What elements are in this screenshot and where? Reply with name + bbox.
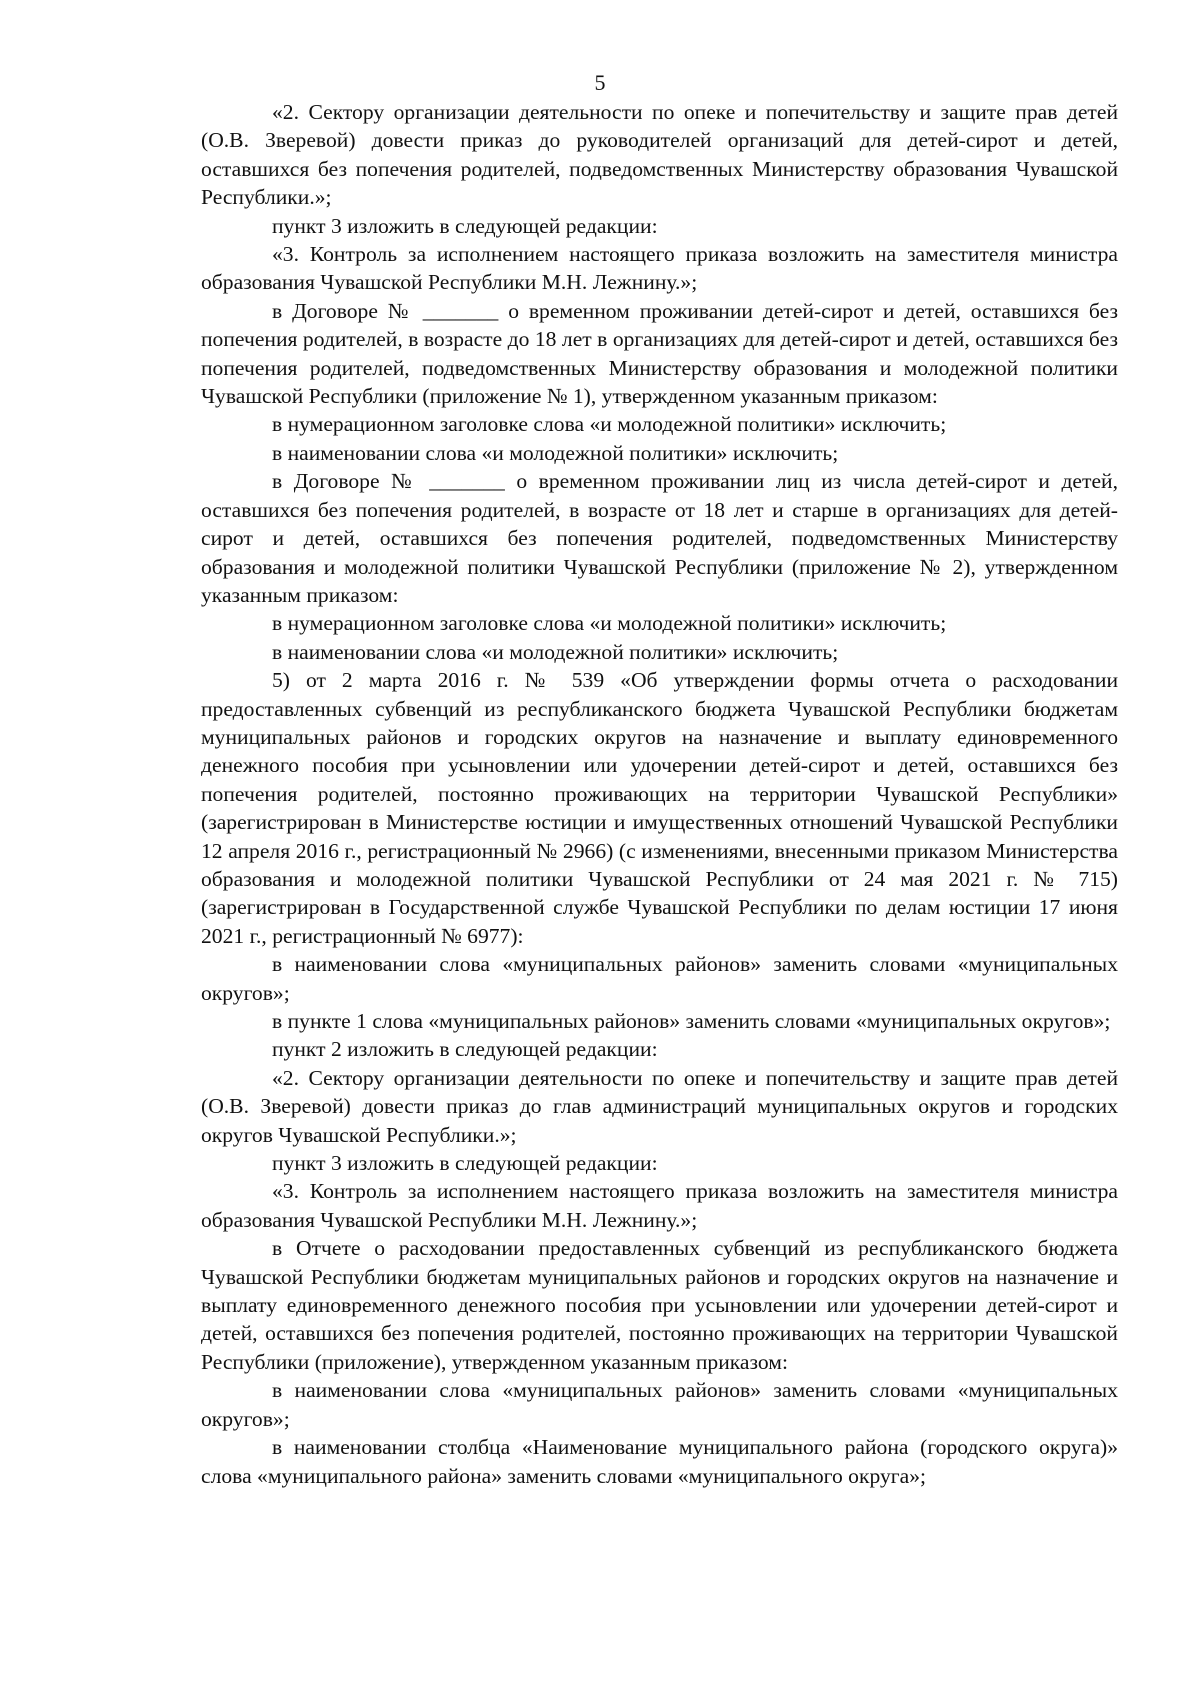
paragraph: 5) от 2 марта 2016 г. № 539 «Об утверждении формы отчета о расходовании предоставленных субвенций из республиканского бюджета Чувашской Республики бюджетам муниципальных районов и городских округов на назначение и выплату единовременного денежного пособия при усыновлении или удочерении детей-сирот и детей, оставшихся без попечения родителей, постоянно проживающих на территории Чувашской Республики» (зарегистрирован в Министерстве юстиции и имущественных отношений Чувашской Республики 12 апреля 2016 г., регистрационный № 2966) (с изменениями, внесенными приказом Министерства образования и молодежной политики Чувашской Республики от 24 мая 2021 г. № 715) (зарегистрирован в Государственной службе Чувашской Республики по делам юстиции 17 июня 2021 г., регистрационный № 6977): — [201, 668, 1118, 948]
paragraph: «3. Контроль за исполнением настоящего приказа возложить на заместителя министра образования Чувашской Республики М.Н. Лежнину.»; — [201, 242, 1118, 295]
paragraph: в наименовании слова «муниципальных районов» заменить словами «муниципальных округов»; — [201, 952, 1118, 1005]
paragraph: пункт 2 изложить в следующей редакции: — [272, 1037, 658, 1062]
paragraph: в наименовании слова «и молодежной политики» исключить; — [272, 440, 839, 465]
paragraph: в нумерационном заголовке слова «и молодежной политики» исключить; — [272, 611, 947, 636]
page-number: 5 — [594, 70, 606, 95]
paragraph: «3. Контроль за исполнением настоящего приказа возложить на заместителя министра образования Чувашской Республики М.Н. Лежнину.»; — [201, 1179, 1118, 1232]
paragraph: в Отчете о расходовании предоставленных субвенций из республиканского бюджета Чувашской Республики бюджетам муниципальных районов и городских округов на назначение и выплату единовременного денежного пособия при усыновлении или удочерении детей-сирот и детей, оставшихся без попечения родителей, постоянно проживающих на территории Чувашской Республики (приложение), утвержденном указанным приказом: — [201, 1236, 1118, 1374]
paragraph: в пункте 1 слова «муниципальных районов» заменить словами «муниципальных округов»; — [272, 1009, 1111, 1033]
paragraph: «2. Сектору организации деятельности по опеке и попечительству и защите прав детей (О.В. Зверевой) довести приказ до глав администраций муниципальных округов и городских округов Чувашской Республики.»; — [201, 1065, 1118, 1147]
paragraph: в наименовании столбца «Наименование муниципального района (городского округа)» слова «муниципального района» заменить словами «муниципального округа»; — [201, 1435, 1118, 1488]
paragraph: в нумерационном заголовке слова «и молодежной политики» исключить; — [272, 412, 947, 437]
paragraph: в Договоре № _______ о временном проживании детей-сирот и детей, оставшихся без попечения родителей, в возрасте до 18 лет в организациях для детей-сирот и детей, оставшихся без попечения родителей, подведомственных Министерству образования и молодежной политики Чувашской Республики (приложение № 1), утвержденном указанным приказом: — [201, 298, 1118, 409]
paragraph: в Договоре № _______ о временном проживании лиц из числа детей-сирот и детей, оставшихся без попечения родителей, в возрасте от 18 лет и старше в организациях для детей-сирот и детей, оставшихся без попечения родителей, подведомственных Министерству образования и молодежной политики Чувашской Республики (приложение № 2), утвержденном указанным приказом: — [201, 469, 1118, 607]
paragraph: «2. Сектору организации деятельности по опеке и попечительству и защите прав детей (О.В. Зверевой) довести приказ до руководителей организаций для детей-сирот и детей, оставшихся без попечения родителей, подведомственных Министерству образования Чувашской Республики.»; — [201, 100, 1118, 210]
document-body — [201, 98, 1118, 1490]
paragraph: пункт 3 изложить в следующей редакции: — [272, 1151, 658, 1176]
paragraph: в наименовании слова «муниципальных районов» заменить словами «муниципальных округов»; — [201, 1378, 1118, 1431]
paragraph: пункт 3 изложить в следующей редакции: — [272, 213, 658, 238]
paragraph: в наименовании слова «и молодежной политики» исключить; — [272, 639, 839, 664]
